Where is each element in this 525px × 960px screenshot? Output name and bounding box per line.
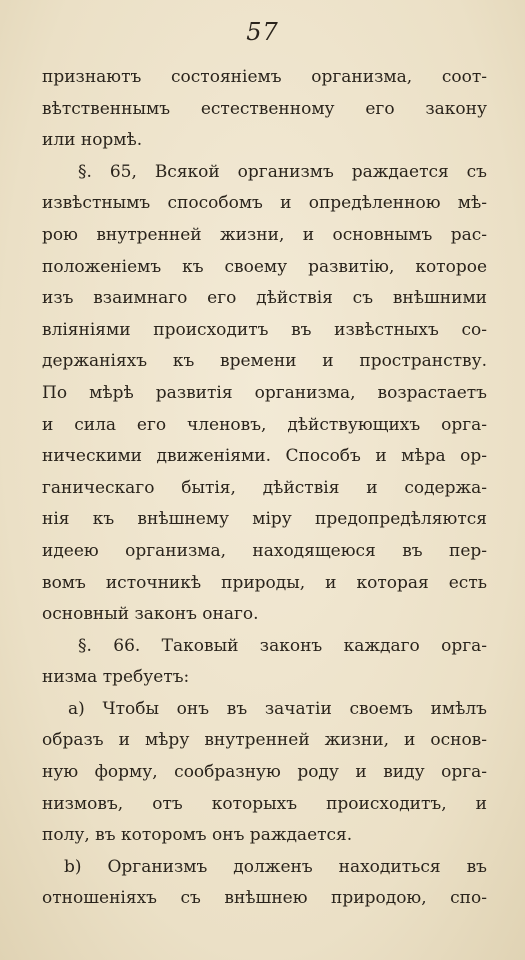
text-line: рою внутренней жизни, и основнымъ рас- [42,224,487,245]
text-line: или нормѣ. [42,130,143,151]
page-number: 57 [246,18,279,46]
section-heading-line: §. 66. Таковый законъ каждаго орга- [78,635,487,656]
text-line: вомъ источникѣ природы, и которая есть [42,572,487,593]
list-item-line: b) Организмъ долженъ находиться въ [64,856,487,877]
text-line: По мѣрѣ развитія организма, возрастаетъ [42,382,487,403]
text-line: отношеніяхъ съ внѣшнею природою, спо- [42,888,487,909]
text-line: положеніемъ къ своему развитію, которое [42,256,487,277]
text-line: изъ взаимнаго его дѣйствія съ внѣшними [42,288,487,309]
text-line: вліяніями происходитъ въ извѣстныхъ со- [42,319,487,340]
text-line: низма требуетъ: [42,667,190,688]
text-line: нія къ внѣшнему міру предопредѣляются [42,509,487,530]
text-line: образъ и мѣру внутренней жизни, и основ- [42,730,487,751]
text-line: ническими движеніями. Способъ и мѣра ор- [42,446,487,467]
text-line: держаніяхъ къ времени и пространству. [42,351,487,372]
page-body-text [42,62,487,915]
text-line: полу, въ которомъ онъ раждается. [42,825,353,846]
text-line: признаютъ состояніемъ организма, соот- [42,67,487,87]
text-line: ганическаго бытія, дѣйствія и содержа- [42,477,487,498]
text-line: и сила его членовъ, дѣйствующихъ орга- [42,414,487,435]
section-heading-line: §. 65, Всякой организмъ раждается съ [78,161,487,182]
text-line: основный законъ онаго. [42,604,259,625]
text-line: вѣтственнымъ естественному его закону [42,98,487,119]
text-line: идеею организма, находящеюся въ пер- [42,540,487,561]
text-line: низмовъ, отъ которыхъ происходитъ, и [42,793,487,814]
text-line: извѣстнымъ способомъ и опредѣленною мѣ- [42,193,487,214]
text-line: ную форму, сообразную роду и виду орга- [42,762,487,783]
list-item-line: а) Чтобы онъ въ зачатіи своемъ имѣлъ [68,698,487,719]
